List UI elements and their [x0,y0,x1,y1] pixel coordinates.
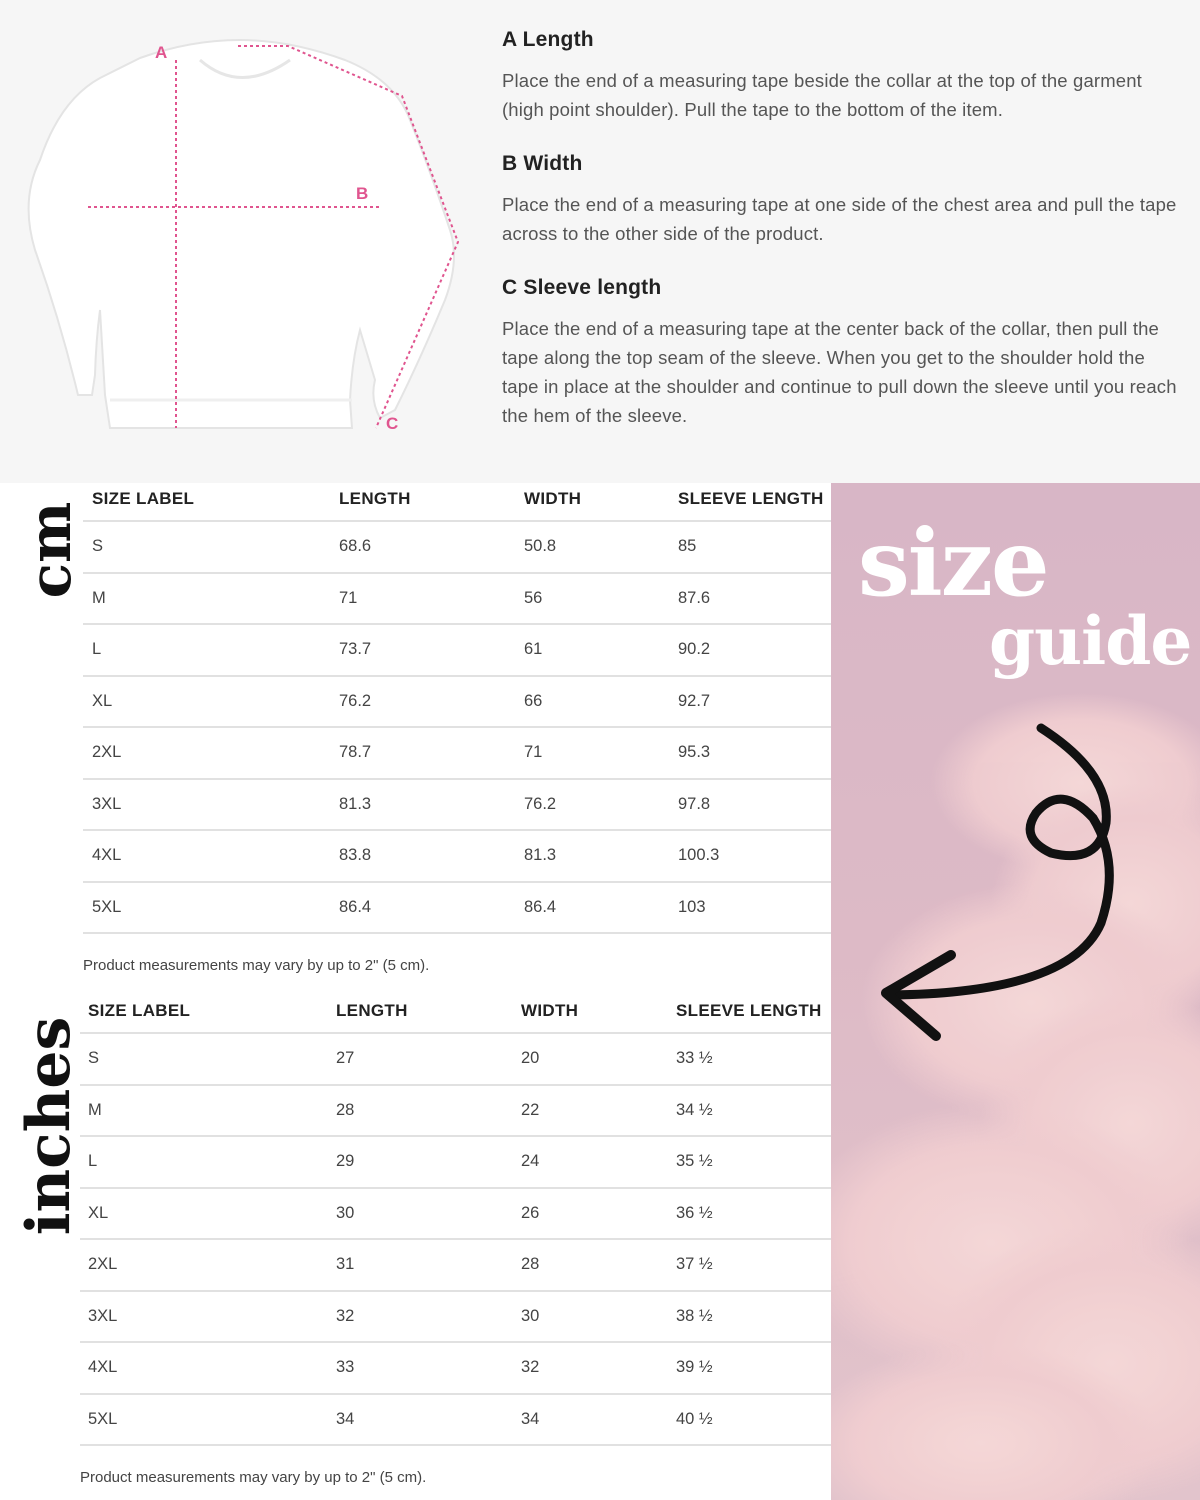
size-cell: 4XL [88,1358,118,1377]
sleeve-length-cell: 87.6 [678,588,711,607]
size-cell: 5XL [92,897,122,916]
sleeve-length-cell: 33 ½ [676,1049,713,1068]
header-sleeve-length: SLEEVE LENGTH [676,1001,822,1020]
length-cell: 86.4 [339,897,372,916]
sleeve-title: C Sleeve length [502,276,662,299]
table-row [80,1137,831,1189]
length-cell: 31 [336,1255,355,1274]
header-width: WIDTH [524,489,582,508]
width-cell: 24 [521,1152,540,1171]
table-row [83,883,831,935]
sleeve-length-cell: 38 ½ [676,1306,713,1325]
sleeve-length-cell: 85 [678,537,697,556]
length-cell: 68.6 [339,537,372,556]
header-length: LENGTH [336,1001,408,1020]
table-row [83,625,831,677]
size-cell: S [92,537,104,556]
size-cell: L [88,1152,98,1171]
sleeve-length-cell: 100.3 [678,846,720,865]
table-row [80,1240,831,1292]
size-cell: S [88,1049,100,1068]
size-guide-panel [831,483,1200,1500]
size-cell: 3XL [92,794,122,813]
width-cell: 76.2 [524,794,557,813]
table-row [83,574,831,626]
size-cell: 2XL [92,743,122,762]
sweatshirt-diagram [0,0,480,483]
cm-label: cm [16,501,84,599]
size-cell: 3XL [88,1306,118,1325]
sweatshirt-shape [29,40,454,428]
sleeve-instruction [502,276,1182,430]
length-cell: 27 [336,1049,355,1068]
table-row [80,1343,831,1395]
table-row [80,1292,831,1344]
table-row [83,522,831,574]
length-title: A Length [502,28,594,51]
sleeve-length-cell: 39 ½ [676,1358,713,1377]
length-cell: 33 [336,1358,355,1377]
width-cell: 20 [521,1049,540,1068]
sleeve-length-cell: 34 ½ [676,1100,713,1119]
width-cell: 61 [524,640,543,659]
size-cell: XL [92,691,113,710]
table-row [83,728,831,780]
header-length: LENGTH [339,489,411,508]
width-cell: 22 [521,1100,540,1119]
size-cell: XL [88,1203,109,1222]
width-cell: 56 [524,588,543,607]
sleeve-length-cell: 95.3 [678,743,711,762]
length-cell: 73.7 [339,640,372,659]
table-row [83,831,831,883]
width-title: B Width [502,152,583,175]
guide-word: guide [989,602,1192,680]
length-cell: 30 [336,1203,355,1222]
header-size-label: SIZE LABEL [92,489,195,508]
width-cell: 34 [521,1409,540,1428]
sleeve-length-cell: 36 ½ [676,1203,713,1222]
width-cell: 30 [521,1306,540,1325]
length-description: Place the end of a measuring tape beside the collar at the top of the garment (high point shoulder). Pull the tape to the bottom of the item. [502,70,1142,120]
table-row [83,780,831,832]
width-cell: 50.8 [524,537,557,556]
table-header [83,478,831,522]
length-cell: 71 [339,588,358,607]
length-cell: 29 [336,1152,355,1171]
inches-note: Product measurements may vary by up to 2" (5 cm). [80,1469,427,1486]
size-cell: 5XL [88,1409,118,1428]
sleeve-length-cell: 103 [678,897,706,916]
table-row [80,1086,831,1138]
width-description: Place the end of a measuring tape at one side of the chest area and pull the tape across to the other side of the product. [502,194,1177,244]
cm-size-table [83,478,831,934]
width-cell: 66 [524,691,543,710]
size-word: size [858,509,1048,617]
header-size-label: SIZE LABEL [88,1001,191,1020]
size-cell: 4XL [92,846,122,865]
table-row [80,1034,831,1086]
length-instruction [502,28,1182,124]
inches-size-table [80,990,831,1446]
sleeve-length-cell: 92.7 [678,691,711,710]
size-cell: L [92,640,102,659]
length-cell: 28 [336,1100,355,1119]
cm-note: Product measurements may vary by up to 2" (5 cm). [83,957,430,974]
header-width: WIDTH [521,1001,579,1020]
table-header [80,990,831,1034]
sleeve-length-cell: 90.2 [678,640,711,659]
length-cell: 34 [336,1409,355,1428]
width-instruction [502,152,1182,248]
length-cell: 76.2 [339,691,372,710]
sleeve-length-cell: 40 ½ [676,1409,713,1428]
width-cell: 28 [521,1255,540,1274]
size-cell: 2XL [88,1255,118,1274]
width-cell: 71 [524,743,543,762]
length-cell: 32 [336,1306,355,1325]
width-cell: 86.4 [524,897,557,916]
diagram-label-b: B [356,184,369,203]
table-row [83,677,831,729]
sleeve-length-cell: 35 ½ [676,1152,713,1171]
length-cell: 78.7 [339,743,372,762]
table-row [80,1189,831,1241]
width-cell: 32 [521,1358,540,1377]
size-cell: M [92,588,106,607]
table-row [80,1395,831,1447]
header-sleeve-length: SLEEVE LENGTH [678,489,824,508]
sleeve-length-cell: 97.8 [678,794,711,813]
width-cell: 81.3 [524,846,557,865]
diagram-label-a: A [155,43,168,62]
length-cell: 83.8 [339,846,372,865]
measurement-guide [0,0,1200,483]
width-cell: 26 [521,1203,540,1222]
sleeve-length-cell: 37 ½ [676,1255,713,1274]
length-cell: 81.3 [339,794,372,813]
diagram-label-c: C [386,414,399,433]
size-cell: M [88,1100,102,1119]
inches-label: inches [14,1016,84,1236]
sleeve-description: Place the end of a measuring tape at the center back of the collar, then pull the tape along the top seam of the sleeve. When you get to the shoulder hold the tape in place at the shoulder and continue to pull down the sleeve until you reach the hem of the sleeve. [502,318,1177,426]
